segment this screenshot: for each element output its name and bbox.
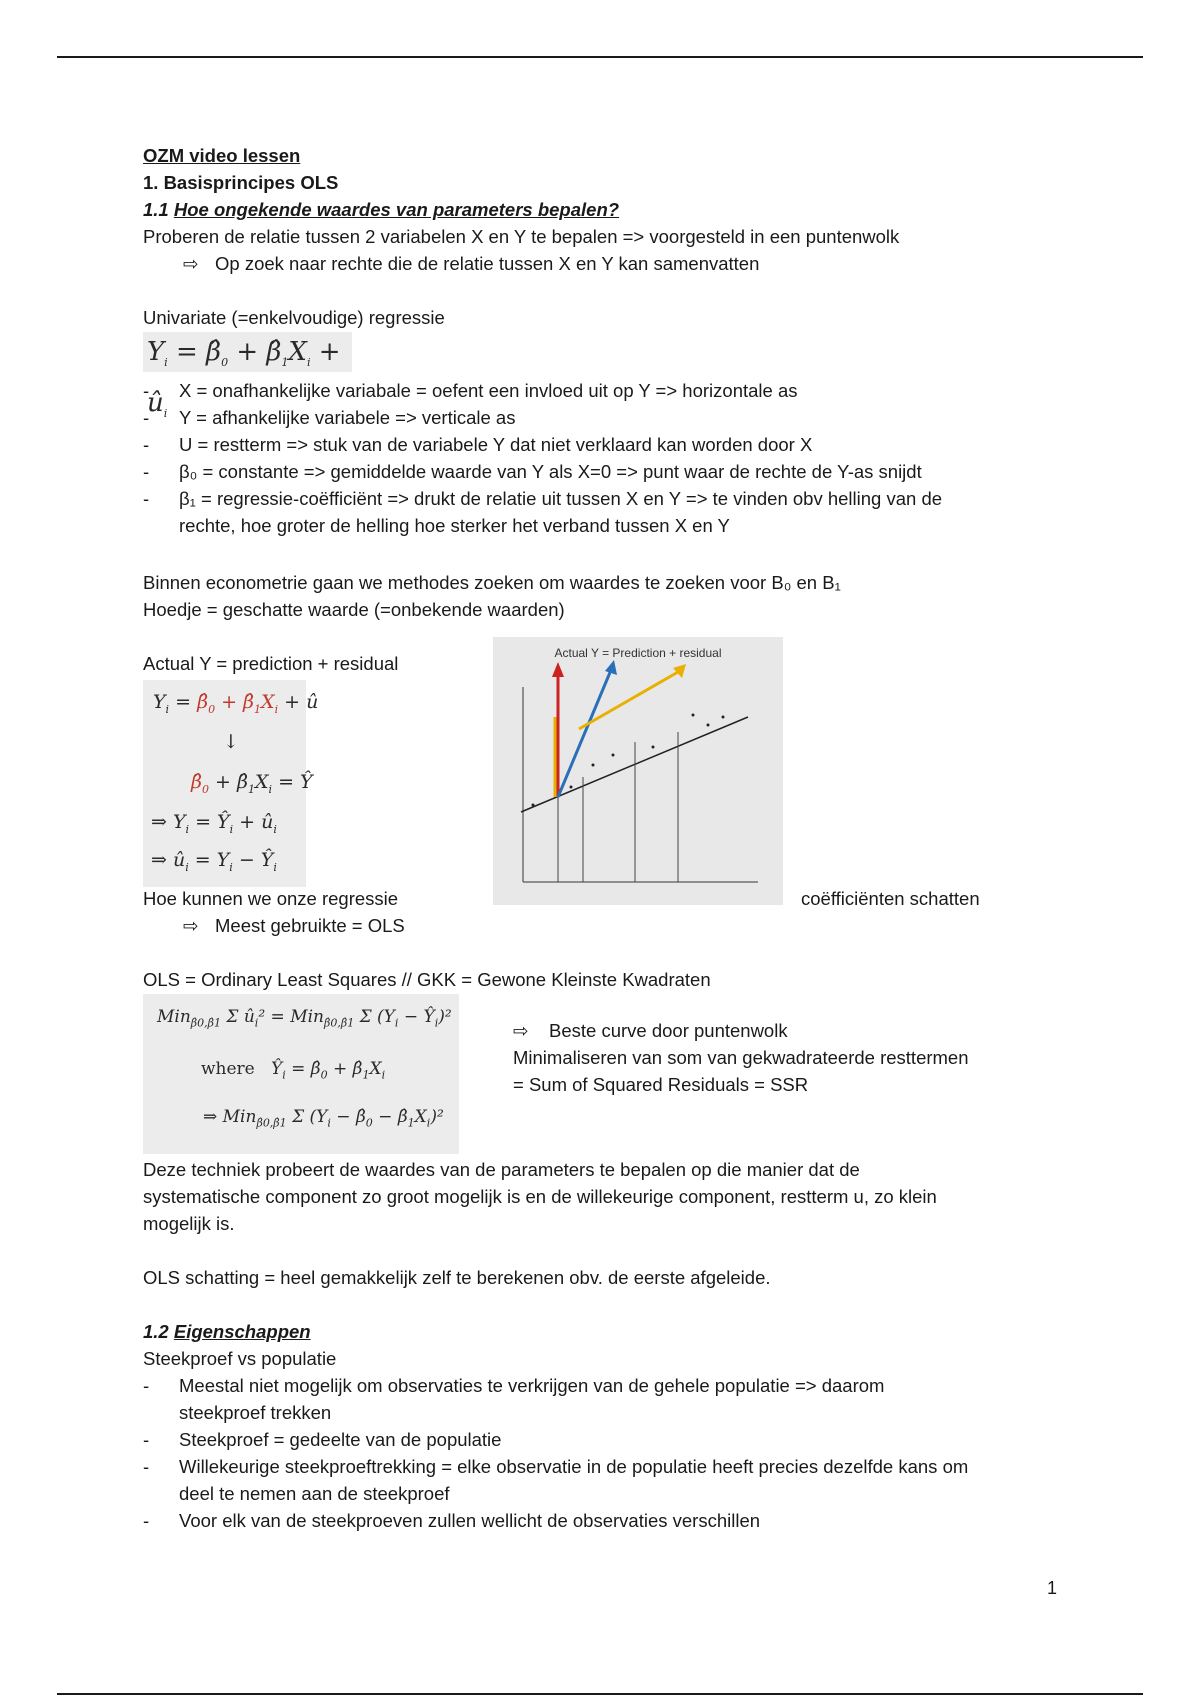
paragraph-ols-schatting: OLS schatting = heel gemakkelijk zelf te berekenen obv. de eerste afgeleide. [143, 1267, 771, 1288]
top-rule [57, 56, 1143, 58]
paragraph-techniek-1: Deze techniek probeert de waardes van de parameters te bepalen op die manier dat de [143, 1159, 860, 1180]
doc-title: OZM video lessen [143, 145, 301, 166]
paragraph-techniek-3: mogelijk is. [143, 1213, 235, 1234]
arrow-item-1: ⇨ Op zoek naar rechte die de relatie tussen X en Y kan samenvatten [143, 250, 1043, 277]
paragraph-schatten-a: Hoe kunnen we onze regressie [143, 888, 399, 909]
ols-line-3: = Sum of Squared Residuals = SSR [513, 1074, 809, 1095]
residual-arrow [579, 672, 678, 729]
arrow-item-ols: ⇨ Meest gebruikte = OLS [143, 912, 1043, 939]
regression-plot [493, 637, 783, 905]
regression-figure [493, 637, 783, 905]
paragraph-univariate: Univariate (=enkelvoudige) regressie [143, 307, 445, 328]
heading-1: 1. Basisprincipes OLS [143, 172, 339, 193]
prediction-arrowhead [605, 660, 617, 675]
paragraph-schatten-b: coëfficiënten schatten [801, 888, 980, 909]
ols-formula: Min$_{\betâ0,\betâ1}$ Σ $û_i^2 = Min_{\betâ0,\betâ1}$ Σ ($Y_i$ − $Ŷ_i)^2$ where $Ŷ_i$ = $\betâ_0$ + $\betâ_1X_i$ ⇒ Min$_{\betâ0,\betâ1}$ Σ ($Y_i$ − $\betâ_0$ − $\betâ_1X_i)^2$ [143, 994, 459, 1154]
actual-arrowhead [552, 662, 564, 677]
arrow-icon: ⇨ [183, 253, 199, 274]
paragraph-actual: Actual Y = prediction + residual [143, 653, 399, 674]
paragraph-steekproef: Steekproef vs populatie [143, 1348, 337, 1369]
ols-line-2: Minimaliseren van som van gekwadrateerde resttermen [513, 1047, 969, 1068]
paragraph-hoedje: Hoedje = geschatte waarde (=onbekende waarden) [143, 599, 565, 620]
figure-title: Actual Y = Prediction + residual [554, 646, 722, 660]
heading-1-1: 1.1 Hoe ongekende waardes van parameters bepalen? [143, 199, 620, 220]
prediction-derivation: $Y_i$ = $\betâ_0$ + $\betâ_1X_i$ + û ↓ $\betâ_0$ + $\betâ_1X_i$ = Ŷ ⇒ $Y_i$ = $Ŷ_i$ + $û_i$ ⇒ $û_i = Y_i$ − $Ŷ_i$ [143, 680, 306, 887]
paragraph-techniek-2: systematische component zo groot mogelijk is en de willekeurige component, restterm u, zo klein [143, 1186, 937, 1207]
arrow-icon: ⇨ [183, 915, 199, 936]
residual-arrowhead [673, 664, 686, 678]
page-number: 1 [1046, 1578, 1057, 1598]
paragraph-econometrie: Binnen econometrie gaan we methodes zoeken om waardes te zoeken voor B₀ en B₁ [143, 572, 841, 593]
paragraph-1: Proberen de relatie tussen 2 variabelen X en Y te bepalen => voorgesteld in een puntenwolk [143, 226, 900, 247]
bottom-rule [57, 1693, 1143, 1695]
heading-1-2: 1.2 Eigenschappen [143, 1321, 311, 1342]
ols-arrow-item: ⇨ Beste curve door puntenwolk [513, 1017, 1053, 1044]
arrow-icon: ⇨ [513, 1020, 529, 1041]
paragraph-ols-definition: OLS = Ordinary Least Squares // GKK = Gewone Kleinste Kwadraten [143, 969, 711, 990]
regression-formula: $Y_i$ = $\betâ_0$ + $\betâ_1X_i$ + $û_i$ [143, 332, 352, 372]
